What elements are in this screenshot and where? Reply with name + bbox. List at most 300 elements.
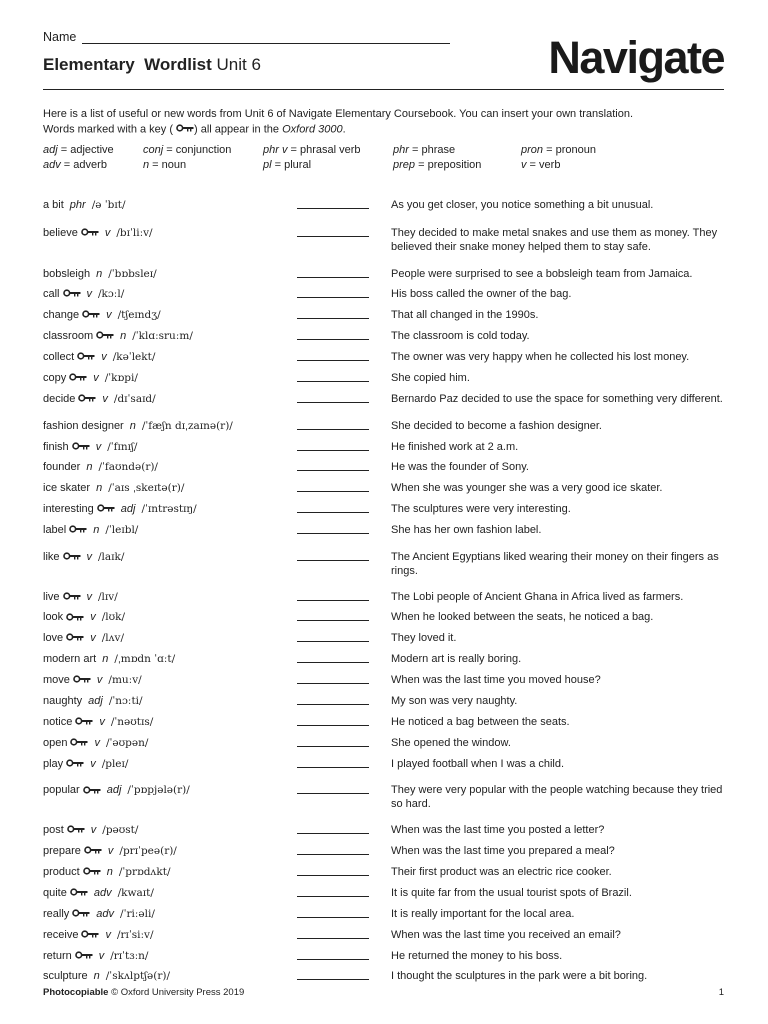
wordlist-row	[43, 949, 733, 963]
part-of-speech: adv	[93, 886, 112, 899]
headword: naughty	[43, 694, 83, 707]
word-cell	[43, 308, 291, 322]
word-cell	[43, 198, 291, 212]
headword: product	[43, 866, 80, 878]
example-sentence: I thought the sculptures in the park were a bit boring.	[391, 970, 648, 983]
word-cell	[43, 949, 291, 963]
wordlist-row	[43, 907, 733, 921]
abbreviation: v	[521, 159, 527, 171]
name-field[interactable]	[82, 31, 450, 44]
key-icon	[72, 440, 90, 454]
word-cell	[43, 610, 291, 624]
example-sentence: They decided to make metal snakes and use them as money. They believed their snake money helped them to stay safe.	[391, 226, 718, 253]
headword: really	[43, 907, 70, 920]
example-sentence: The Lobi people of Ancient Ghana in Africa lived as farmers.	[391, 590, 684, 603]
headword: post	[43, 824, 64, 837]
wordlist-row	[43, 865, 733, 879]
pronunciation: /laɪk/	[98, 550, 125, 563]
example-sentence: The owner was very happy when he collected his lost money.	[391, 351, 690, 364]
headword: love	[43, 632, 64, 645]
headword: believe	[43, 226, 78, 239]
key-icon	[96, 329, 114, 343]
headword: a bit	[43, 199, 64, 211]
example-sentence: The sculptures were very interesting.	[391, 503, 571, 516]
headword: finish	[43, 440, 69, 453]
word-cell	[43, 673, 291, 687]
example-sentence: When he looked between the seats, he noticed a bag.	[391, 611, 654, 624]
word-cell	[43, 823, 291, 837]
wordlist-row	[43, 419, 733, 433]
part-of-speech: v	[86, 590, 93, 603]
pronunciation: /kəˈlekt/	[112, 351, 156, 364]
translation-blank[interactable]	[297, 560, 369, 561]
word-cell	[43, 440, 291, 454]
translation-blank[interactable]	[297, 938, 369, 939]
abbreviation-meaning: adverb	[73, 159, 107, 171]
translation-blank[interactable]	[297, 959, 369, 960]
word-cell	[43, 329, 291, 343]
pronunciation: /rɪˈtɜːn/	[110, 949, 149, 962]
pronunciation: /ə ˈbɪt/	[91, 199, 126, 211]
abbreviation-item: phr = phrase	[393, 144, 456, 156]
wordlist-row	[43, 823, 733, 837]
pronunciation: /ˈklɑːsruːm/	[132, 330, 193, 343]
abbreviation-item: phr v = phrasal verb	[263, 144, 361, 156]
wordlist-row	[43, 844, 733, 858]
translation-blank[interactable]	[297, 277, 369, 278]
part-of-speech: v	[107, 845, 114, 858]
book-title: Oxford 3000	[282, 123, 343, 136]
abbreviation-meaning: phrase	[421, 144, 456, 156]
headword: classroom	[43, 330, 94, 343]
example-sentence: They loved it.	[391, 632, 457, 645]
wordlist-row	[43, 226, 733, 254]
part-of-speech: v	[86, 550, 93, 563]
abbreviation-item: v = verb	[521, 159, 561, 171]
example-sentence: She decided to become a fashion designer.	[391, 419, 602, 432]
headword: live	[43, 590, 60, 603]
word-cell	[43, 969, 291, 983]
headword: notice	[43, 715, 73, 728]
part-of-speech: v	[90, 757, 96, 770]
part-of-speech: v	[106, 309, 112, 322]
pronunciation: /ˈnəʊtɪs/	[110, 715, 154, 728]
part-of-speech: n	[106, 866, 113, 878]
wordlist-row	[43, 736, 733, 750]
word-cell	[43, 481, 291, 495]
translation-blank[interactable]	[297, 917, 369, 918]
footer	[43, 987, 724, 998]
example-sentence: Bernardo Paz decided to use the space for something very different.	[391, 392, 723, 405]
part-of-speech: n	[93, 523, 100, 536]
word-cell	[43, 460, 291, 474]
word-cell	[43, 844, 291, 858]
headword: return	[43, 949, 72, 962]
wordlist-row	[43, 198, 733, 212]
headword: prepare	[43, 845, 81, 858]
key-icon	[84, 844, 102, 858]
wordlist-row	[43, 757, 733, 771]
word-cell	[43, 865, 291, 879]
word-cell	[43, 590, 291, 604]
page-title-unit: Unit 6	[211, 55, 261, 74]
translation-blank[interactable]	[297, 704, 369, 705]
headword: look	[43, 611, 64, 624]
pronunciation: /pəʊst/	[102, 824, 139, 837]
page-number: 1	[718, 987, 724, 998]
pronunciation: /lʌv/	[101, 632, 124, 645]
pronunciation: /ˈprɒdʌkt/	[118, 866, 171, 878]
example-sentence: He finished work at 2 a.m.	[391, 440, 519, 453]
key-icon	[66, 611, 84, 625]
part-of-speech: n	[86, 461, 93, 474]
wordlist-row	[43, 329, 733, 343]
headword: copy	[43, 371, 67, 384]
translation-blank[interactable]	[297, 360, 369, 361]
wordlist-row	[43, 673, 733, 687]
translation-blank[interactable]	[297, 381, 369, 382]
translation-blank[interactable]	[297, 236, 369, 237]
word-cell	[43, 350, 291, 364]
headword: decide	[43, 392, 76, 405]
translation-blank[interactable]	[297, 896, 369, 897]
abbreviation: pl	[263, 159, 272, 171]
example-sentence: As you get closer, you notice something a bit unusual.	[391, 199, 654, 211]
translation-blank[interactable]	[297, 470, 369, 471]
word-cell	[43, 694, 291, 708]
headword: like	[43, 550, 60, 563]
name-row	[43, 30, 450, 44]
example-sentence: When was the last time you moved house?	[391, 674, 601, 687]
wordlist-row	[43, 350, 733, 364]
header-divider	[43, 89, 724, 90]
example-sentence: The classroom is cold today.	[391, 330, 530, 343]
key-icon	[82, 308, 100, 322]
part-of-speech: n	[96, 482, 103, 495]
pronunciation: /ˈəʊpən/	[105, 736, 149, 749]
translation-blank[interactable]	[297, 620, 369, 621]
key-icon	[75, 715, 93, 729]
page-title	[43, 55, 261, 75]
part-of-speech: n	[102, 653, 109, 666]
abbreviation: conj	[143, 144, 164, 156]
wordlist-row	[43, 371, 733, 385]
abbreviation-meaning: adjective	[70, 144, 114, 156]
translation-blank[interactable]	[297, 979, 369, 980]
key-icon	[73, 673, 91, 687]
key-icon	[67, 823, 85, 837]
example-sentence: When she was younger she was a very good ice skater.	[391, 482, 663, 495]
part-of-speech: v	[102, 392, 108, 405]
abbreviation: phr	[393, 144, 409, 156]
example-sentence: When was the last time you prepared a meal?	[391, 845, 615, 858]
key-icon	[83, 784, 101, 798]
example-sentence: They were very popular with the people watching because they tried so hard.	[391, 784, 723, 811]
abbreviation-item: adj = adjective	[43, 144, 114, 156]
pronunciation: /ˈriːəli/	[120, 907, 155, 920]
abbreviation-item: pl = plural	[263, 159, 312, 171]
abbreviation: phr v	[263, 144, 288, 156]
translation-blank[interactable]	[297, 725, 369, 726]
pronunciation: /ˈbɒbsleɪ/	[108, 267, 157, 280]
copyright-notice: Photocopiable © Oxford University Press 2019	[43, 987, 245, 998]
wordlist-row	[43, 523, 733, 537]
headword: label	[43, 523, 67, 536]
example-sentence: I played football when I was a child.	[391, 757, 565, 770]
abbreviation-item: n = noun	[143, 159, 187, 171]
wordlist-row	[43, 481, 733, 495]
abbreviation: adj	[43, 144, 58, 156]
abbreviation-meaning: noun	[161, 159, 187, 171]
word-cell	[43, 371, 291, 385]
headword: popular	[43, 784, 80, 797]
key-icon	[66, 757, 84, 771]
word-cell	[43, 736, 291, 750]
example-sentence: His boss called the owner of the bag.	[391, 288, 572, 301]
translation-blank[interactable]	[297, 318, 369, 319]
headword: quite	[43, 886, 67, 899]
word-cell	[43, 523, 291, 537]
part-of-speech: v	[98, 949, 105, 962]
headword: change	[43, 309, 80, 322]
pronunciation: /ˈfɪnɪʃ/	[107, 440, 138, 453]
pronunciation: /tʃeɪndʒ/	[117, 309, 161, 322]
translation-blank[interactable]	[297, 429, 369, 430]
headword: move	[43, 674, 70, 687]
key-icon	[70, 886, 88, 900]
part-of-speech: v	[86, 288, 93, 301]
headword: collect	[43, 351, 75, 364]
headword: ice skater	[43, 482, 91, 495]
intro-line-1: Here is a list of useful or new words from Unit 6 of Navigate Elementary Coursebook. You can insert your own translation.	[43, 108, 634, 120]
translation-blank[interactable]	[297, 533, 369, 534]
part-of-speech: n	[129, 419, 136, 432]
word-cell	[43, 631, 291, 645]
pronunciation: /ˈskʌlptʃə(r)/	[105, 970, 170, 983]
key-icon	[83, 865, 101, 879]
example-sentence: Modern art is really boring.	[391, 653, 522, 666]
part-of-speech: v	[104, 226, 111, 239]
pronunciation: /ˈnɔːti/	[108, 694, 143, 707]
example-sentence: It is quite far from the usual tourist spots of Brazil.	[391, 886, 632, 899]
wordlist-row	[43, 886, 733, 900]
pronunciation: /rɪˈsiːv/	[116, 928, 154, 941]
wordlist-row	[43, 267, 733, 281]
intro-text	[43, 107, 733, 137]
wordlist-row	[43, 550, 733, 578]
example-sentence: He returned the money to his boss.	[391, 949, 563, 962]
pronunciation: /pleɪ/	[101, 757, 129, 770]
example-sentence: It is really important for the local area.	[391, 907, 575, 920]
pronunciation: /ˈaɪs ˌskeɪtə(r)/	[108, 482, 185, 495]
example-sentence: The Ancient Egyptians liked wearing their money on their fingers as rings.	[391, 550, 719, 577]
part-of-speech: adj	[106, 784, 122, 797]
translation-blank[interactable]	[297, 512, 369, 513]
part-of-speech: v	[99, 715, 105, 728]
translation-blank[interactable]	[297, 641, 369, 642]
wordlist-row	[43, 502, 733, 516]
translation-blank[interactable]	[297, 854, 369, 855]
translation-blank[interactable]	[297, 833, 369, 834]
headword: fashion designer	[43, 419, 124, 432]
abbreviation: prep	[393, 159, 416, 171]
abbreviation-meaning: conjunction	[175, 144, 232, 156]
pronunciation: /ˈleɪbl/	[105, 523, 139, 536]
example-sentence: She has her own fashion label.	[391, 523, 542, 536]
word-cell	[43, 928, 291, 942]
page-title-bold: Elementary Wordlist	[43, 55, 212, 74]
example-sentence: When was the last time you posted a letter?	[391, 824, 605, 837]
word-cell	[43, 392, 291, 406]
key-icon	[63, 287, 81, 301]
part-of-speech: n	[96, 267, 103, 280]
headword: modern art	[43, 653, 97, 666]
pronunciation: /ˈɪntrəstɪŋ/	[141, 503, 197, 516]
key-icon	[63, 590, 81, 604]
word-cell	[43, 419, 291, 433]
translation-blank[interactable]	[297, 662, 369, 663]
key-icon	[97, 502, 115, 516]
headword: founder	[43, 461, 81, 474]
abbreviation-meaning: phrasal verb	[300, 144, 361, 156]
abbreviation-meaning: plural	[284, 159, 312, 171]
part-of-speech: adj	[88, 694, 103, 707]
part-of-speech: v	[95, 440, 102, 453]
key-icon	[78, 392, 96, 406]
example-sentence: He was the founder of Sony.	[391, 461, 529, 474]
key-icon	[176, 122, 194, 137]
translation-blank[interactable]	[297, 746, 369, 747]
wordlist-row	[43, 308, 733, 322]
pronunciation: /ˌmɒdn ˈɑːt/	[114, 653, 176, 666]
part-of-speech: v	[96, 674, 103, 687]
word-cell	[43, 502, 291, 516]
translation-blank[interactable]	[297, 491, 369, 492]
part-of-speech: phr	[69, 199, 86, 211]
headword: interesting	[43, 503, 94, 516]
example-sentence: My son was very naughty.	[391, 694, 518, 707]
key-icon	[69, 371, 87, 385]
translation-blank[interactable]	[297, 683, 369, 684]
translation-blank[interactable]	[297, 339, 369, 340]
example-sentence: When was the last time you received an email?	[391, 928, 621, 941]
abbreviation-meaning: preposition	[427, 159, 482, 171]
part-of-speech: v	[90, 824, 97, 837]
abbreviation-item: pron = pronoun	[521, 144, 596, 156]
key-icon	[81, 226, 99, 240]
abbreviation-meaning: pronoun	[555, 144, 596, 156]
part-of-speech: adj	[120, 503, 136, 516]
word-cell	[43, 267, 291, 281]
part-of-speech: v	[101, 351, 107, 364]
pronunciation: /ˈfæʃn dɪˌzaɪnə(r)/	[141, 419, 233, 432]
word-cell	[43, 783, 291, 811]
translation-blank[interactable]	[297, 402, 369, 403]
wordlist-row	[43, 392, 733, 406]
wordlist-row	[43, 928, 733, 942]
word-cell	[43, 652, 291, 666]
abbreviation-item: prep = preposition	[393, 159, 482, 171]
headword: bobsleigh	[43, 267, 91, 280]
key-icon	[70, 736, 88, 750]
pronunciation: /lʊk/	[101, 611, 125, 624]
key-icon	[81, 928, 99, 942]
key-icon	[77, 350, 95, 364]
pronunciation: /bɪˈliːv/	[116, 226, 153, 239]
example-sentence: People were surprised to see a bobsleigh team from Jamaica.	[391, 267, 693, 280]
pronunciation: /muːv/	[108, 674, 142, 687]
part-of-speech: v	[93, 371, 99, 384]
abbreviation-item: adv = adverb	[43, 159, 107, 171]
headword: sculpture	[43, 970, 88, 983]
example-sentence: She copied him.	[391, 371, 470, 384]
wordlist-row	[43, 652, 733, 666]
part-of-speech: v	[105, 928, 111, 941]
translation-blank[interactable]	[297, 600, 369, 601]
abbreviation: adv	[43, 159, 61, 171]
key-icon	[75, 949, 93, 963]
part-of-speech: adv	[96, 907, 115, 920]
abbreviation-meaning: verb	[539, 159, 561, 171]
wordlist	[43, 198, 733, 983]
example-sentence: That all changed in the 1990s.	[391, 309, 539, 322]
name-label: Name	[43, 30, 77, 44]
word-cell	[43, 886, 291, 900]
translation-blank[interactable]	[297, 767, 369, 768]
pronunciation: /prɪˈpeə(r)/	[119, 845, 177, 858]
headword: play	[43, 757, 64, 770]
example-sentence: He noticed a bag between the seats.	[391, 715, 570, 728]
part-of-speech: n	[93, 970, 100, 983]
pronunciation: /ˈpɒpjələ(r)/	[127, 784, 190, 797]
wordlist-row	[43, 631, 733, 645]
pronunciation: /ˈkɒpi/	[104, 371, 138, 384]
translation-blank[interactable]	[297, 875, 369, 876]
pronunciation: /kɔːl/	[98, 288, 125, 301]
abbreviation: n	[143, 159, 150, 171]
example-sentence: Their first product was an electric rice cooker.	[391, 866, 612, 878]
headword: receive	[43, 928, 79, 941]
part-of-speech: v	[90, 632, 96, 645]
pronunciation: /lɪv/	[98, 590, 118, 603]
headword: call	[43, 288, 60, 301]
wordlist-row	[43, 715, 733, 729]
wordlist-row	[43, 287, 733, 301]
example-sentence: She opened the window.	[391, 736, 511, 749]
wordlist-row	[43, 440, 733, 454]
headword: open	[43, 736, 68, 749]
wordlist-row	[43, 460, 733, 474]
word-cell	[43, 226, 291, 254]
key-icon	[69, 523, 87, 537]
word-cell	[43, 287, 291, 301]
key-icon	[72, 907, 90, 921]
abbreviation: pron	[521, 144, 544, 156]
translation-blank[interactable]	[297, 793, 369, 794]
pronunciation: /ˈfaʊndə(r)/	[98, 461, 158, 474]
brand-logo: Navigate	[548, 32, 724, 83]
translation-blank[interactable]	[297, 297, 369, 298]
word-cell	[43, 715, 291, 729]
wordlist-row	[43, 783, 733, 811]
wordlist-row	[43, 694, 733, 708]
word-cell	[43, 550, 291, 578]
part-of-speech: v	[94, 736, 100, 749]
part-of-speech: n	[120, 330, 127, 343]
translation-blank[interactable]	[297, 450, 369, 451]
translation-blank[interactable]	[297, 208, 369, 209]
pronunciation: /kwaɪt/	[117, 886, 154, 899]
